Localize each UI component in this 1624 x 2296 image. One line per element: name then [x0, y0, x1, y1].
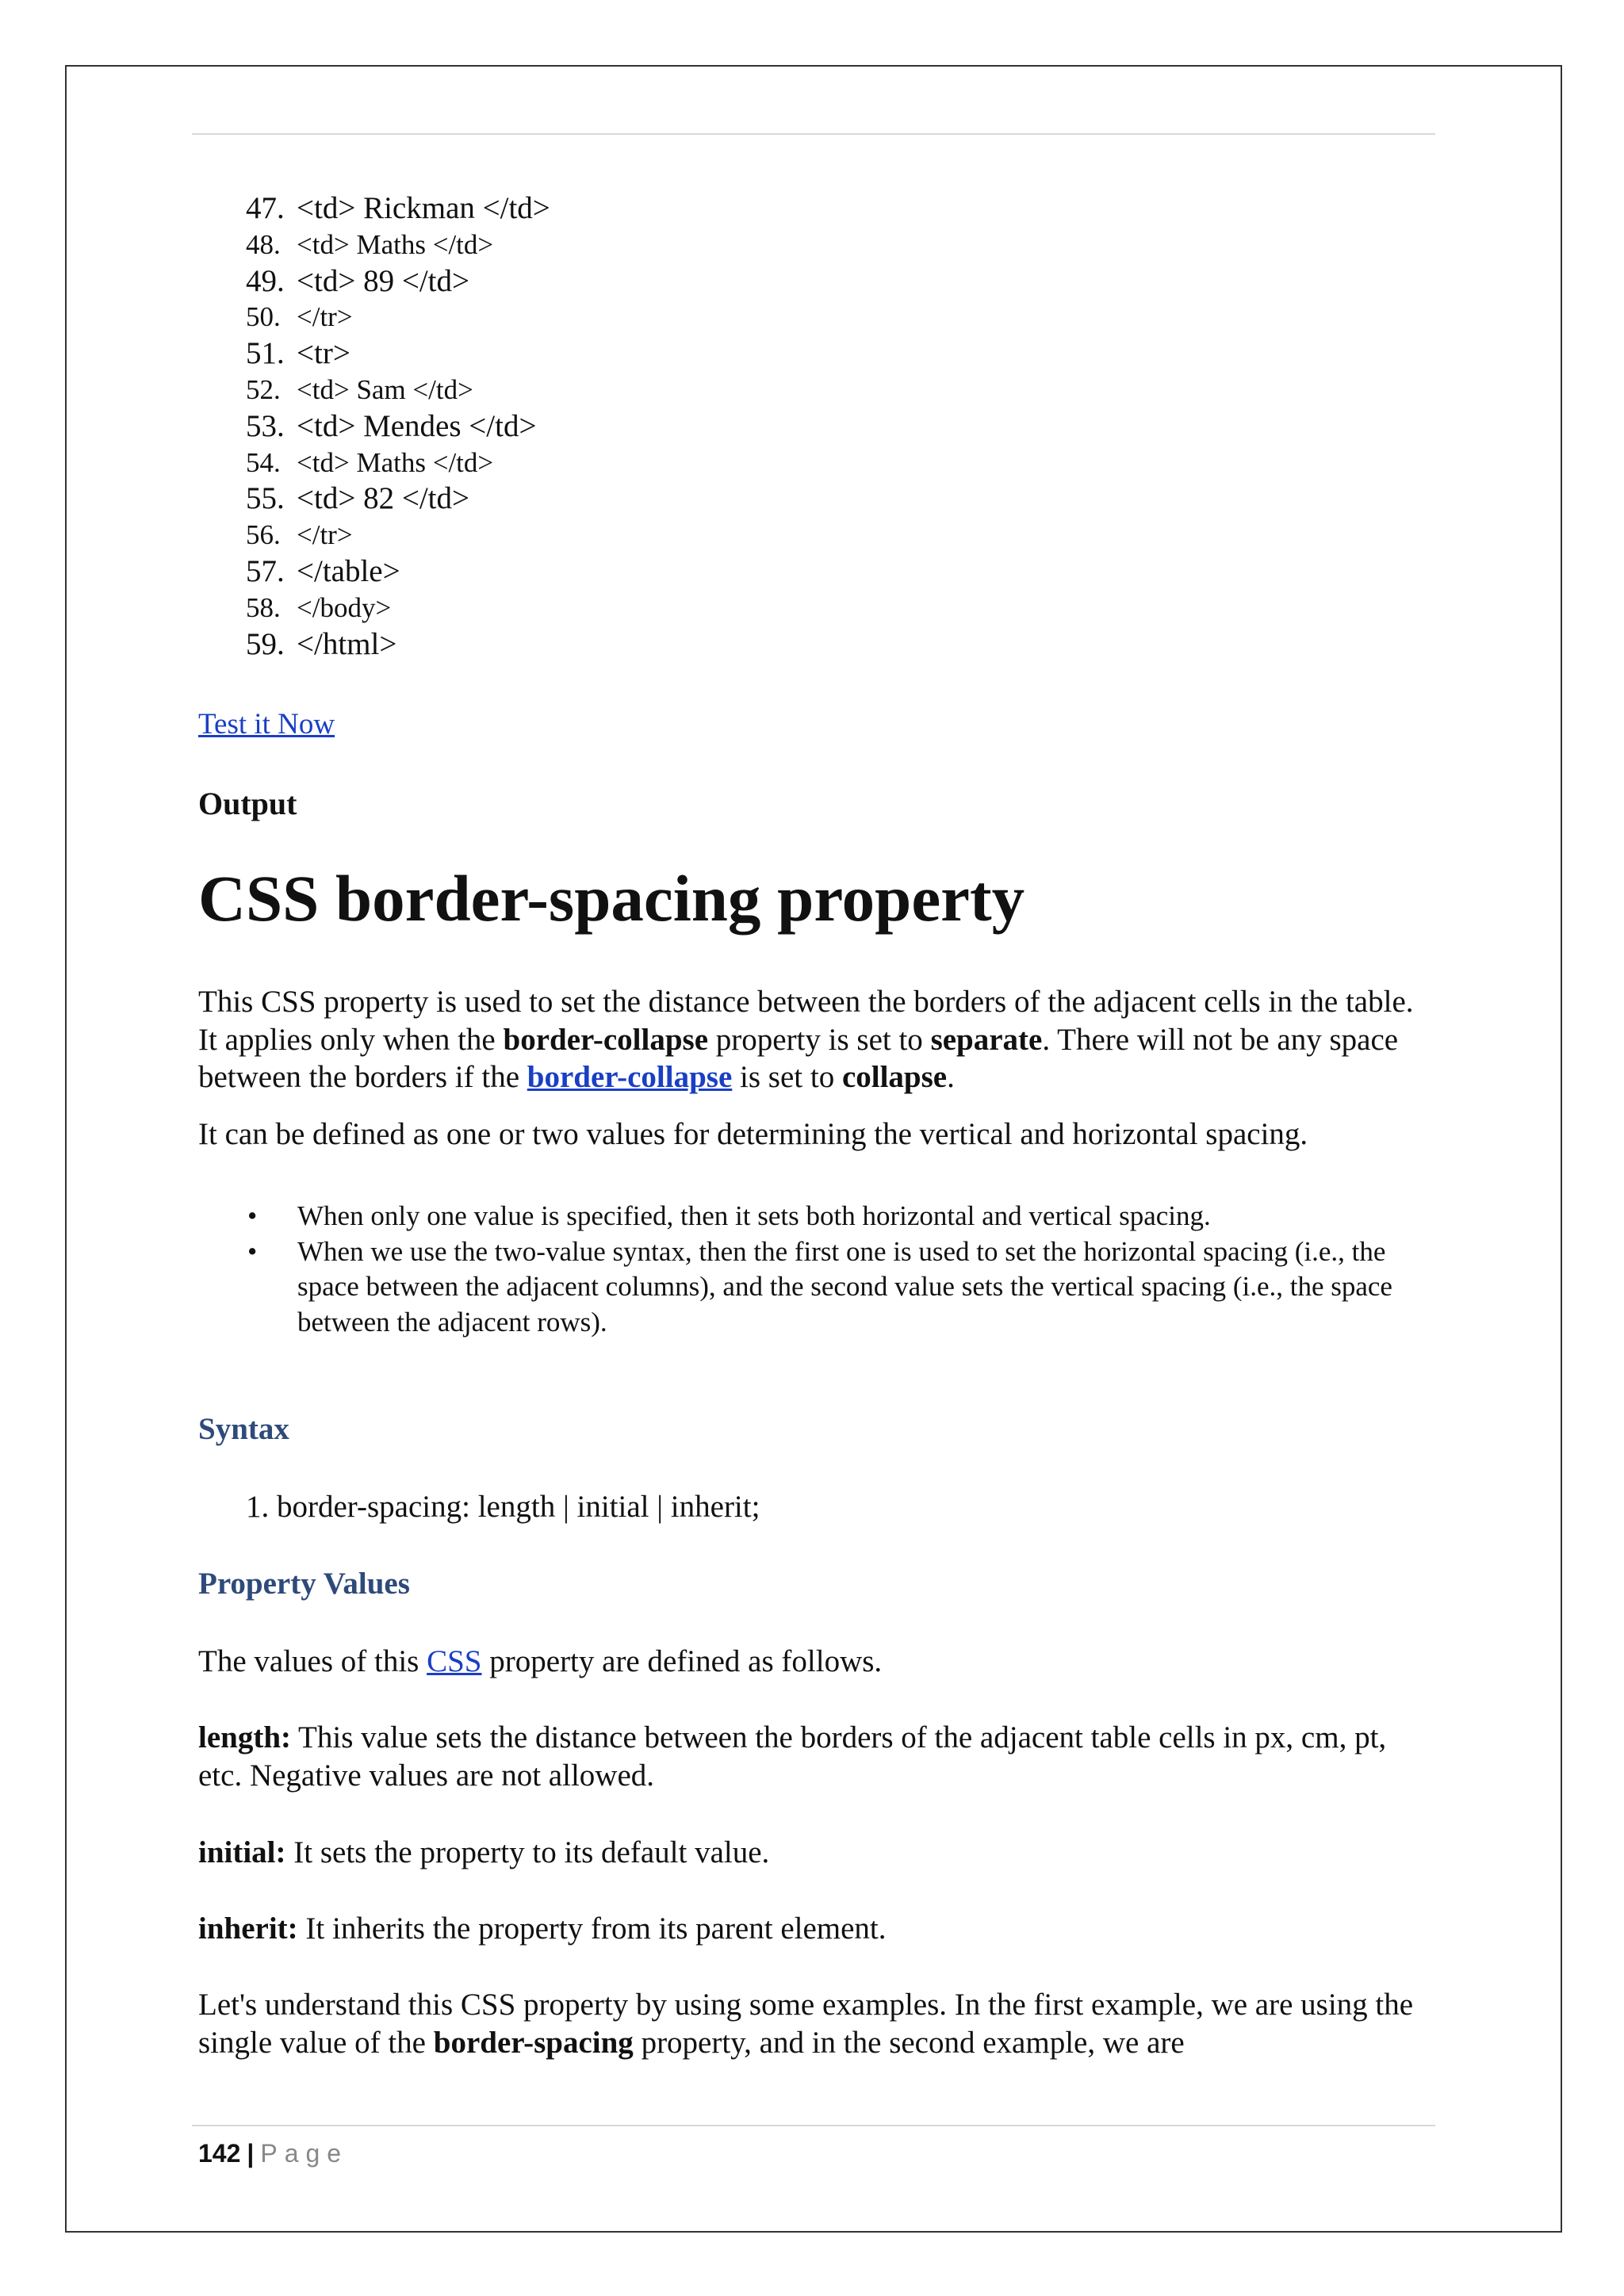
page-word: Page — [260, 2139, 349, 2168]
code-line-number: 55. — [246, 481, 285, 516]
code-line-text: </body> — [297, 591, 392, 623]
length-definition: length: This value sets the distance between the borders of the adjacent table cells in px, cm, pt, etc. Negative values are not allowed. — [198, 1720, 1387, 1793]
code-line — [198, 263, 1435, 300]
code-line-text: </tr> — [297, 519, 353, 551]
values-intro-paragraph: The values of this CSS property are defined as follows. — [198, 1644, 883, 1678]
bullet-item: • When we use the two-value syntax, then the first one is used to set the horizontal spacing (i.e., the space between the adjacent columns), and the second value sets the vertical spacing (i.e., the space between the adjacent rows). — [247, 1235, 1392, 1337]
code-line-text: </table> — [297, 553, 400, 588]
code-line-number: 49. — [246, 263, 285, 298]
code-line — [198, 335, 1435, 372]
code-line-number: 57. — [246, 553, 285, 588]
page-number: 142 — [198, 2139, 241, 2168]
code-line — [198, 553, 1435, 590]
output-label: Output — [198, 786, 297, 821]
code-line-text: <td> Mendes </td> — [297, 408, 537, 443]
code-line-number: 51. — [246, 336, 285, 371]
code-line-number: 56. — [246, 519, 281, 551]
code-line — [198, 517, 1435, 553]
test-it-now-link[interactable]: Test it Now — [198, 708, 335, 740]
code-line-number: 50. — [246, 301, 281, 333]
code-line-text: <td> Sam </td> — [297, 373, 473, 405]
bullet-icon: • — [247, 1235, 258, 1267]
code-line — [198, 626, 1435, 663]
code-line-number: 54. — [246, 446, 281, 478]
initial-definition: initial: It sets the property to its default value. — [198, 1835, 770, 1869]
code-line-text: <tr> — [297, 336, 350, 371]
code-line-text: </html> — [297, 626, 397, 661]
syntax-heading: Syntax — [198, 1412, 289, 1446]
intro-paragraph: This CSS property is used to set the distance between the borders of the adjacent cells in the table. It applies only when the border-collapse property is set to separate. There will not be any space between the borders if the border-collapse is set to collapse. — [198, 985, 1414, 1094]
code-line-text: </tr> — [297, 301, 353, 333]
code-line-number: 59. — [246, 626, 285, 661]
code-line — [198, 372, 1435, 408]
syntax-code-line: 1. border-spacing: length | initial | inherit; — [246, 1490, 760, 1524]
code-line — [198, 408, 1435, 445]
code-line — [198, 190, 1435, 227]
footer-rule — [192, 2125, 1435, 2126]
footer-separator: | — [247, 2139, 255, 2168]
css-link[interactable]: CSS — [427, 1644, 482, 1678]
header-rule — [192, 133, 1435, 135]
code-line — [198, 590, 1435, 626]
code-line-number: 52. — [246, 373, 281, 405]
code-line-text: <td> 82 </td> — [297, 481, 469, 516]
bullet-item: • When only one value is specified, then it sets both horizontal and vertical spacing. — [198, 1199, 1435, 1234]
code-line-number: 53. — [246, 408, 285, 443]
code-line-text: <td> Maths </td> — [297, 228, 494, 260]
values-count-paragraph: It can be defined as one or two values for determining the vertical and horizontal spacing. — [198, 1117, 1308, 1151]
code-line — [198, 299, 1435, 335]
inherit-definition: inherit: It inherits the property from its parent element. — [198, 1911, 887, 1946]
code-line — [198, 480, 1435, 517]
code-line-number: 58. — [246, 591, 281, 623]
code-line-text: <td> Rickman </td> — [297, 191, 550, 225]
page-title: CSS border-spacing property — [198, 862, 1025, 935]
code-line-number: 48. — [246, 228, 281, 260]
bullet-list — [198, 1199, 1435, 1340]
page-footer — [198, 2139, 348, 2168]
closing-paragraph: Let's understand this CSS property by using some examples. In the first example, we are using the single value of the border-spacing property, and in the second example, we are — [198, 1988, 1414, 2060]
code-line — [198, 445, 1435, 481]
code-line-text: <td> 89 </td> — [297, 263, 469, 298]
border-collapse-link[interactable]: border-collapse — [527, 1060, 733, 1094]
property-values-heading: Property Values — [198, 1567, 410, 1601]
code-line-text: <td> Maths </td> — [297, 446, 494, 478]
page-content — [198, 190, 1435, 2060]
code-line — [198, 227, 1435, 263]
code-line-number: 47. — [246, 191, 285, 225]
bullet-icon: • — [247, 1200, 258, 1231]
code-listing — [198, 190, 1435, 662]
